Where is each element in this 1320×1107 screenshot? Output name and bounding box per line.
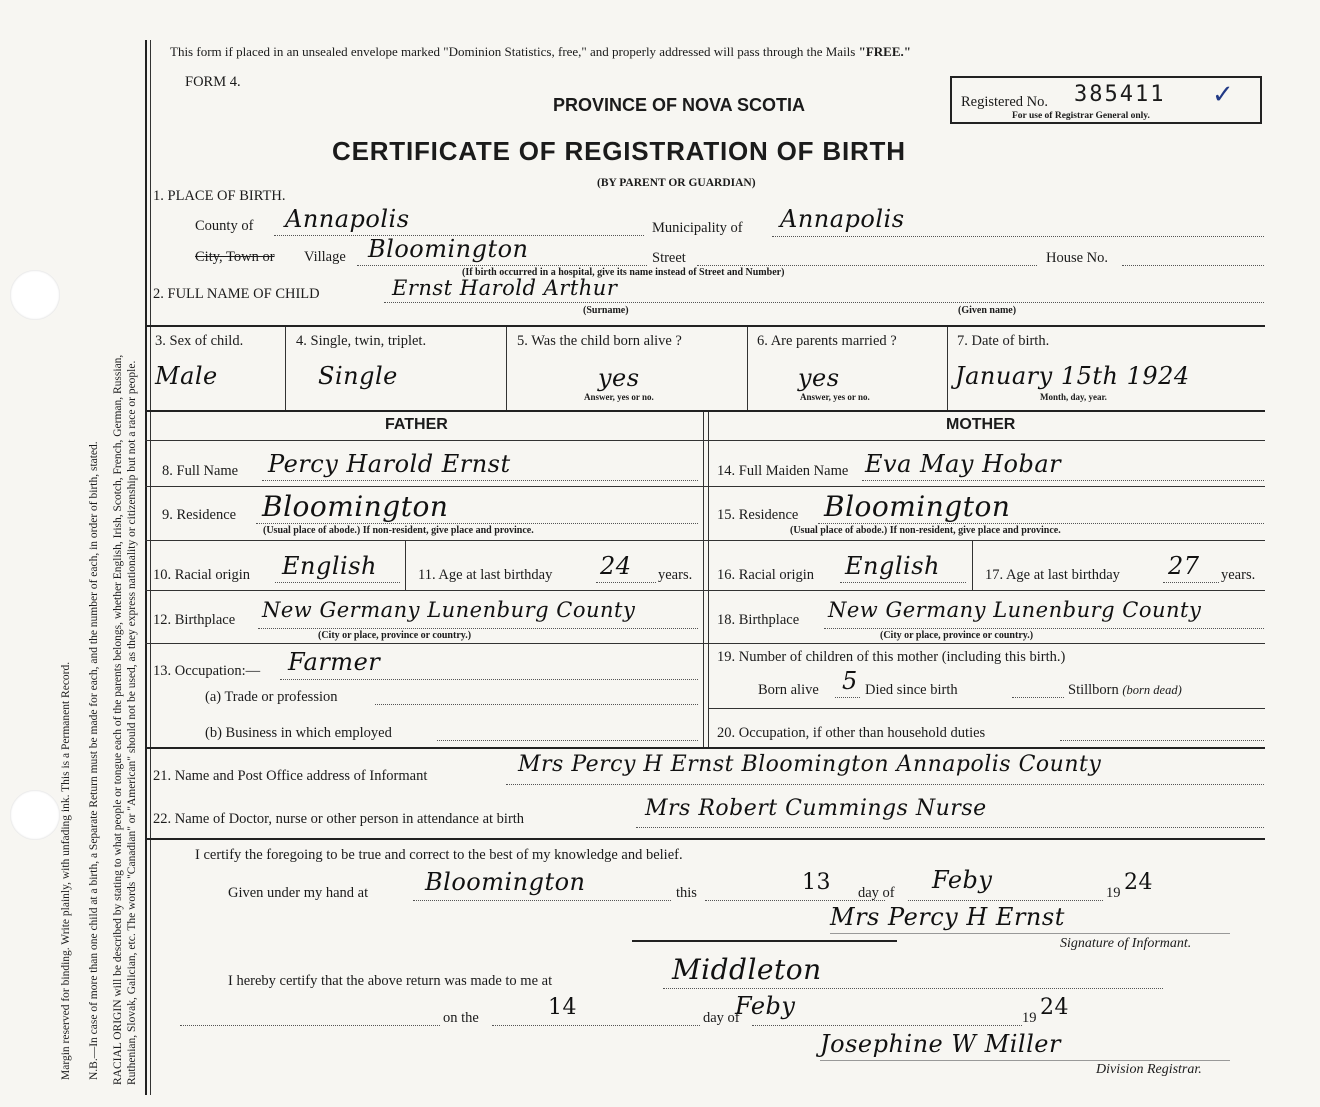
registrar-statement: I hereby certify that the above return was made to me at xyxy=(228,973,553,989)
born-alive-count-line xyxy=(835,697,860,698)
mother-occupation-label: 20. Occupation, if other than household duties xyxy=(717,725,986,741)
rule-father-mother-divider xyxy=(703,412,704,747)
given-place-line xyxy=(413,900,671,901)
street-line xyxy=(697,265,1037,266)
margin-racial-origin-note: RACIAL ORIGIN will be described by stating to what people or tongue each of the parents belongs, whether English, Irish, Scotch, French, German, Russian, xyxy=(112,354,124,1085)
left-frame-border-inner xyxy=(150,40,151,1095)
mother-years-label: years. xyxy=(1221,567,1256,583)
registered-number-box xyxy=(950,76,1262,124)
place-of-birth-heading: 1. PLACE OF BIRTH. xyxy=(153,188,286,204)
form-number: FORM 4. xyxy=(185,74,241,90)
doctor-label: 22. Name of Doctor, nurse or other person in attendance at birth xyxy=(153,811,525,827)
father-residence-value: Bloomington xyxy=(262,490,449,523)
mail-notice: This form if placed in an unsealed envelope marked "Dominion Statistics, free," and properly addressed will pass through the Mails "FREE." xyxy=(170,44,911,59)
mother-name-line xyxy=(862,480,1264,481)
father-residence-line xyxy=(256,523,698,524)
given-under-label: Given under my hand at xyxy=(228,885,369,901)
registrar-place-value: Middleton xyxy=(672,953,822,986)
business-label: (b) Business in which employed xyxy=(205,725,392,741)
registrar-signature: Josephine W Miller xyxy=(820,1030,1061,1058)
father-age-label: 11. Age at last birthday xyxy=(418,567,553,583)
registrar-check-mark: ✓ xyxy=(1212,80,1234,109)
father-racial-value: English xyxy=(282,552,377,580)
on-the-leading-line xyxy=(180,1025,440,1026)
certify-statement: I certify the foregoing to be true and correct to the best of my knowledge and belief. xyxy=(195,847,683,863)
rule-mother-19-20 xyxy=(708,708,1265,709)
born-alive-value: yes xyxy=(598,364,640,392)
father-city-note: (City or place, province or country.) xyxy=(318,630,472,641)
rule-after-residence xyxy=(145,540,1265,541)
village-value: Bloomington xyxy=(368,235,529,263)
father-birthplace-value: New Germany Lunenburg County xyxy=(262,598,636,622)
mother-racial-value: English xyxy=(845,552,940,580)
father-heading: FATHER xyxy=(385,416,448,433)
rule-certification-divider xyxy=(632,940,897,942)
stillborn-label xyxy=(1068,682,1182,699)
mother-age-label: 17. Age at last birthday xyxy=(985,567,1120,583)
given-year-value: 24 xyxy=(1124,870,1153,895)
rule-father-mother-divider-2 xyxy=(708,412,709,747)
born-alive-count-label: Born alive xyxy=(758,682,819,698)
date-of-birth-value: January 15th 1924 xyxy=(955,362,1190,390)
rule-under-headings xyxy=(145,440,1265,441)
born-dead-text: (born dead) xyxy=(1122,683,1182,697)
child-name-value: Ernst Harold Arthur xyxy=(392,276,618,300)
mother-name-label: 14. Full Maiden Name xyxy=(717,463,849,479)
left-frame-border xyxy=(145,40,147,1095)
date-of-birth-label: 7. Date of birth. xyxy=(957,333,1050,349)
margin-racial-origin-note-2: Ruthenian, Slovak, Galician, etc. The words "Canadian" or "American" should not be used, as they express nationality or citizenship but not a race or people. xyxy=(126,360,138,1085)
father-occupation-label: 13. Occupation:— xyxy=(153,663,261,679)
given-year-prefix: 19 xyxy=(1106,885,1121,901)
rule-box-3 xyxy=(747,327,748,410)
parents-married-value: yes xyxy=(798,364,840,392)
registrar-signature-line xyxy=(820,1060,1230,1061)
rule-after-birthplace xyxy=(145,643,1265,644)
rule-mother-racial-age xyxy=(972,540,973,590)
given-day-value: 13 xyxy=(802,870,831,895)
village-label: Village xyxy=(304,249,346,265)
date-of-birth-note: Month, day, year. xyxy=(1040,392,1107,402)
binding-hole-top xyxy=(10,270,60,320)
reg-year-value: 24 xyxy=(1040,995,1069,1020)
died-since-birth-label: Died since birth xyxy=(865,682,958,698)
doctor-line xyxy=(636,827,1264,828)
rule-below-boxes xyxy=(145,410,1265,412)
mother-residence-value: Bloomington xyxy=(824,490,1011,523)
born-alive-count-value: 5 xyxy=(842,667,858,695)
rule-after-names xyxy=(145,486,1265,487)
given-place-value: Bloomington xyxy=(425,868,586,896)
certificate-title: CERTIFICATE OF REGISTRATION OF BIRTH xyxy=(332,136,906,166)
mother-birthplace-line xyxy=(824,628,1264,629)
reg-month-line xyxy=(752,1025,1022,1026)
certificate-subtitle: (BY PARENT OR GUARDIAN) xyxy=(597,177,756,189)
municipality-label: Municipality of xyxy=(652,220,743,236)
rule-box-4 xyxy=(947,327,948,410)
given-day-of-label: day of xyxy=(858,885,895,901)
doctor-value: Mrs Robert Cummings Nurse xyxy=(645,796,987,821)
given-name-note: (Given name) xyxy=(958,305,1017,316)
mother-age-value: 27 xyxy=(1168,552,1200,580)
mother-abode-note: (Usual place of abode.) If non-resident, give place and province. xyxy=(790,525,1061,536)
registered-label: Registered No. xyxy=(961,94,1048,110)
born-alive-answer-note: Answer, yes or no. xyxy=(584,392,654,402)
rule-father-racial-age xyxy=(405,540,406,590)
father-age-line xyxy=(596,582,656,583)
margin-multiple-birth-note: N.B.—In case of more than one child at a birth, a Separate Return must be made for each, and the number of each, in order of birth, stated. xyxy=(88,441,100,1080)
reg-year-prefix: 19 xyxy=(1022,1010,1037,1026)
mother-city-note: (City or place, province or country.) xyxy=(880,630,1034,641)
rule-top-boxes xyxy=(145,325,1265,327)
hospital-note: (If birth occurred in a hospital, give its name instead of Street and Number) xyxy=(462,267,785,278)
mother-occupation-line xyxy=(1060,740,1264,741)
parents-married-label: 6. Are parents married ? xyxy=(757,333,897,349)
reg-day-value: 14 xyxy=(548,995,577,1020)
given-month-line xyxy=(908,900,1103,901)
father-name-line xyxy=(262,480,698,481)
on-the-label: on the xyxy=(443,1010,479,1026)
born-alive-label: 5. Was the child born alive ? xyxy=(517,333,682,349)
city-town-label: City, Town or xyxy=(195,249,275,265)
rule-box-1 xyxy=(285,327,286,410)
father-age-value: 24 xyxy=(600,552,632,580)
binding-hole-bottom xyxy=(10,790,60,840)
rule-after-racial xyxy=(145,590,1265,591)
children-count-label: 19. Number of children of this mother (including this birth.) xyxy=(717,649,1066,665)
municipality-line xyxy=(772,236,1264,237)
father-racial-label: 10. Racial origin xyxy=(153,567,251,583)
trade-label: (a) Trade or profession xyxy=(205,689,338,705)
father-occupation-value: Farmer xyxy=(288,648,381,676)
mother-birthplace-value: New Germany Lunenburg County xyxy=(828,598,1202,622)
mother-heading: MOTHER xyxy=(946,416,1016,433)
municipality-value: Annapolis xyxy=(780,205,905,233)
single-value: Single xyxy=(318,362,398,390)
rule-after-parents xyxy=(145,747,1265,749)
father-name-label: 8. Full Name xyxy=(162,463,239,479)
informant-label: 21. Name and Post Office address of Informant xyxy=(153,768,428,784)
registrar-place-line xyxy=(663,988,1163,989)
informant-signature-label: Signature of Informant. xyxy=(1060,936,1192,951)
registrar-note: For use of Registrar General only. xyxy=(1012,111,1150,121)
margin-binding-note: Margin reserved for binding. Write plainly, with unfading ink. This is a Permanent Record. xyxy=(60,661,72,1080)
surname-note: (Surname) xyxy=(583,305,629,316)
father-name-value: Percy Harold Ernst xyxy=(268,450,511,478)
this-label: this xyxy=(676,885,697,901)
child-name-label: 2. FULL NAME OF CHILD xyxy=(153,286,320,302)
rule-box-2 xyxy=(506,327,507,410)
rule-after-doctor xyxy=(145,838,1265,840)
trade-line xyxy=(375,704,698,705)
mother-age-line xyxy=(1163,582,1219,583)
informant-line xyxy=(506,784,1264,785)
house-number-line xyxy=(1122,265,1264,266)
sex-value: Male xyxy=(155,362,218,390)
child-name-line xyxy=(384,302,1264,303)
father-occupation-line xyxy=(280,679,698,680)
registered-number: 385411 xyxy=(1074,82,1166,107)
father-birthplace-label: 12. Birthplace xyxy=(153,612,236,628)
father-racial-line xyxy=(275,582,400,583)
mother-residence-label: 15. Residence xyxy=(717,507,799,523)
parents-married-answer-note: Answer, yes or no. xyxy=(800,392,870,402)
informant-value: Mrs Percy H Ernst Bloomington Annapolis County xyxy=(518,752,1102,777)
street-label: Street xyxy=(652,250,686,266)
sex-label: 3. Sex of child. xyxy=(155,333,244,349)
given-month-value: Feby xyxy=(932,866,993,894)
died-since-birth-line xyxy=(1012,697,1064,698)
informant-signature-line xyxy=(830,933,1230,934)
reg-day-of-label: day of xyxy=(703,1010,740,1026)
business-line xyxy=(437,740,698,741)
mother-birthplace-label: 18. Birthplace xyxy=(717,612,800,628)
stillborn-text: Stillborn xyxy=(1068,682,1119,698)
mother-name-value: Eva May Hobar xyxy=(865,450,1062,478)
registrar-signature-label: Division Registrar. xyxy=(1096,1062,1202,1077)
mother-residence-line xyxy=(818,523,1264,524)
county-label: County of xyxy=(195,218,254,234)
father-years-label: years. xyxy=(658,567,693,583)
informant-signature: Mrs Percy H Ernst xyxy=(830,903,1065,931)
reg-day-line xyxy=(492,1025,700,1026)
father-birthplace-line xyxy=(258,628,698,629)
father-abode-note: (Usual place of abode.) If non-resident, give place and province. xyxy=(263,525,534,536)
mother-racial-label: 16. Racial origin xyxy=(717,567,815,583)
reg-month-value: Feby xyxy=(735,992,796,1020)
mother-racial-line xyxy=(840,582,966,583)
single-label: 4. Single, twin, triplet. xyxy=(296,333,427,349)
father-residence-label: 9. Residence xyxy=(162,507,237,523)
province-title: PROVINCE OF NOVA SCOTIA xyxy=(553,95,806,115)
village-line xyxy=(357,265,647,266)
house-number-label: House No. xyxy=(1046,250,1109,266)
county-value: Annapolis xyxy=(285,205,410,233)
